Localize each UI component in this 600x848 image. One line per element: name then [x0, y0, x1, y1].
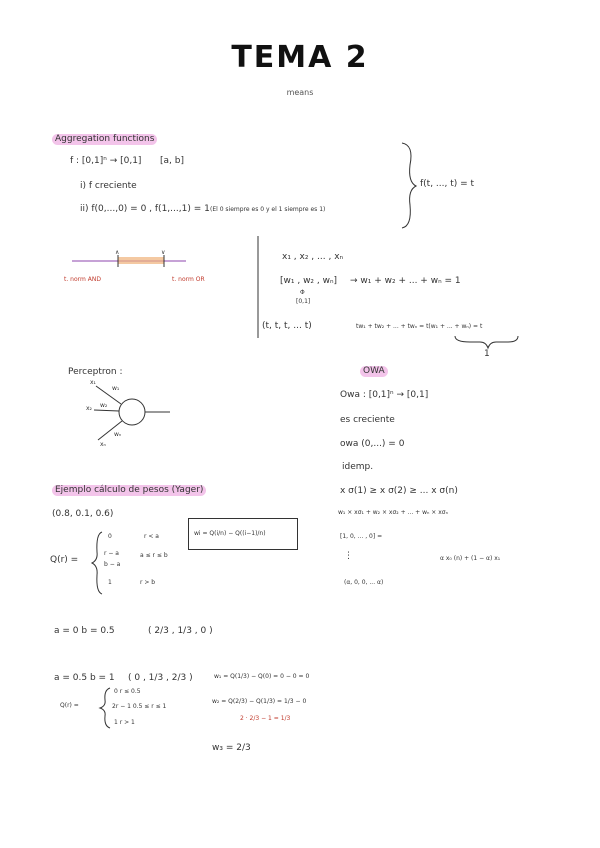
tnorm-or-label: t. norm OR	[172, 276, 205, 283]
underbrace-one: 1	[484, 349, 490, 359]
example-b-params: a = 0.5 b = 1	[54, 673, 115, 683]
page-subtitle: means	[286, 88, 314, 97]
input-x1: x₁	[90, 379, 96, 386]
yager-vector: (0.8, 0.1, 0.6)	[52, 509, 114, 519]
case-1-value: 0	[108, 533, 112, 540]
input-x2: x₂	[86, 405, 92, 412]
yager-heading: Ejemplo cálculo de pesos (Yager)	[52, 485, 206, 496]
w1-calc: w₁ = Q(1/3) − Q(0) = 0 − 0 = 0	[214, 673, 310, 680]
phi-symbol: Φ	[300, 289, 305, 296]
aggregation-heading: Aggregation functions	[52, 134, 157, 145]
example-b-q-label: Q(r) =	[60, 702, 79, 709]
owa-dots: ⋮	[344, 551, 353, 561]
weight-w2: w₂	[100, 402, 108, 409]
mark-a: ∧	[115, 249, 120, 256]
weight-wn: wₙ	[114, 431, 122, 438]
weight-vector: [w₁ , w₂ , wₙ]	[280, 276, 338, 286]
tnorm-and-label: t. norm AND	[64, 276, 101, 283]
case-2-denominator: b − a	[104, 561, 121, 568]
weights-interval: [0,1]	[296, 298, 311, 305]
case-2-numerator: r − a	[104, 550, 119, 557]
case-3-value: 1	[108, 579, 112, 586]
w2-calc: w₂ = Q(2/3) − Q(1/3) = 1/3 − 0	[212, 698, 307, 705]
owa-definition: Owa : [0,1]ⁿ → [0,1]	[340, 390, 429, 400]
case-1-condition: r < a	[144, 533, 159, 540]
weight-formula: wi = Q(i/n) − Q((i−1)/n)	[194, 530, 266, 537]
case-2-condition: a ≤ r ≤ b	[140, 552, 168, 559]
owa-formula: w₁ × xσ₁ + w₂ × xσ₂ + ... + wₙ × xσₙ	[338, 509, 448, 516]
mark-b: ∨	[161, 249, 166, 256]
owa-heading: OWA	[360, 366, 388, 377]
owa-example-2: (α, 0, 0, ... α)	[344, 579, 384, 586]
example-b-weights: ( 0 , 1/3 , 2/3 )	[128, 673, 193, 683]
example-a-weights: ( 2/3 , 1/3 , 0 )	[148, 626, 213, 636]
w2-derivation: 2 · 2/3 − 1 = 1/3	[240, 715, 291, 722]
weight-sum: → w₁ + w₂ + ... + wₙ = 1	[350, 276, 461, 286]
example-b-case-2: 2r − 1 0.5 ≤ r ≤ 1	[112, 703, 167, 710]
perceptron-label: Perceptron :	[68, 367, 123, 377]
idempotence-formula: f(t, ..., t) = t	[420, 179, 475, 189]
weight-w1: w₁	[112, 385, 120, 392]
page-title: TEMA 2	[231, 40, 369, 75]
aggregation-note: (El 0 siempre es 0 y el 1 siempre es 1)	[210, 206, 326, 213]
case-3-condition: r > b	[140, 579, 156, 586]
aggregation-interval: [a, b]	[160, 156, 184, 166]
aggregation-property-2: ii) f(0,...,0) = 0 , f(1,...,1) = 1	[80, 204, 210, 214]
yager-q-label: Q(r) =	[50, 555, 79, 565]
owa-creciente: es creciente	[340, 415, 395, 425]
example-b-case-3: 1 r > 1	[114, 719, 135, 726]
variables: x₁ , x₂ , ... , xₙ	[282, 252, 344, 262]
w3-calc: w₃ = 2/3	[212, 743, 251, 753]
owa-example-1: [1, 0, ... , 0] =	[340, 533, 383, 540]
input-xn: xₙ	[100, 441, 106, 448]
weighted-sum: tw₁ + tw₂ + ... + twₙ = t(w₁ + ... + wₙ) = t	[356, 323, 483, 330]
aggregation-definition: f : [0,1]ⁿ → [0,1]	[70, 156, 142, 166]
example-b-case-1: 0 r ≤ 0.5	[114, 688, 141, 695]
aggregation-property-1: i) f creciente	[80, 181, 137, 191]
owa-zero: owa (0,...) = 0	[340, 439, 405, 449]
owa-idemp: idemp.	[342, 462, 374, 472]
owa-result: α x₀ (n) + (1 − α) x₁	[440, 555, 501, 562]
example-a-params: a = 0 b = 0.5	[54, 626, 115, 636]
constant-tuple: (t, t, t, ... t)	[262, 321, 312, 331]
weight-formula-box	[188, 518, 298, 550]
owa-order: x σ(1) ≥ x σ(2) ≥ ... x σ(n)	[340, 486, 458, 496]
